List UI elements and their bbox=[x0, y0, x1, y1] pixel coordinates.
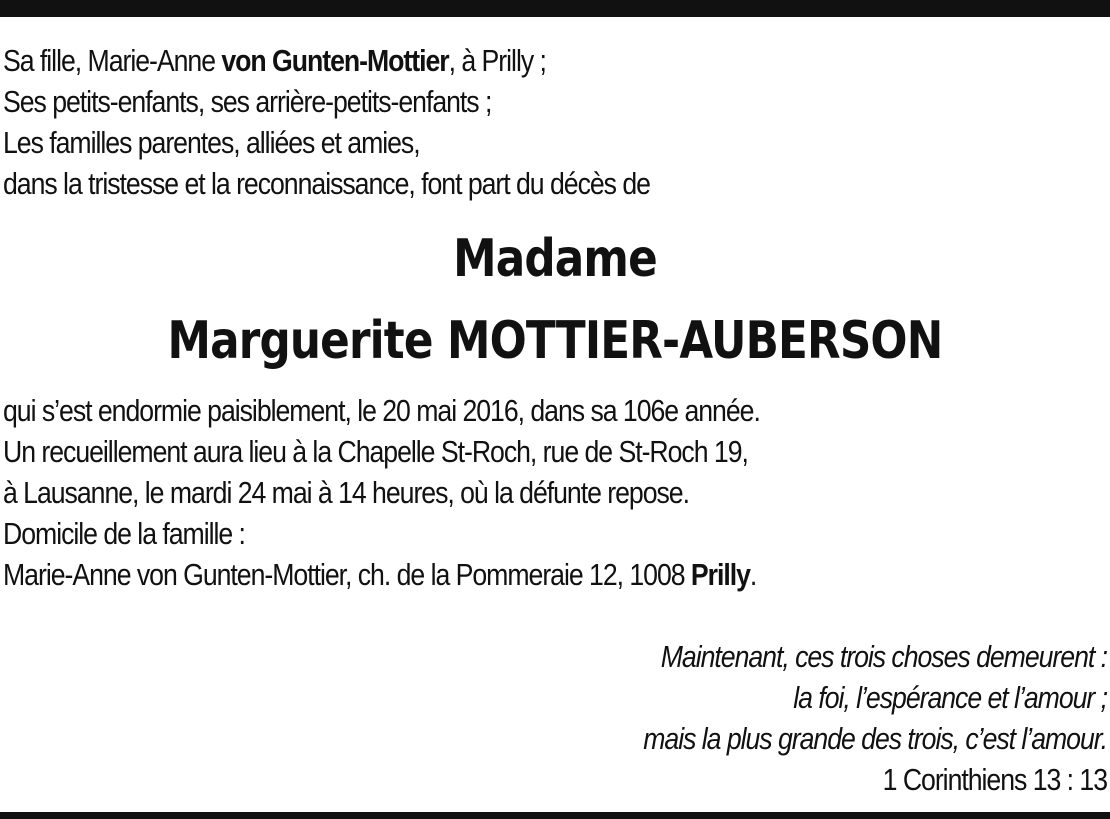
bible-verse bbox=[307, 636, 1107, 800]
daughter-surname: von Gunten-Mottier bbox=[221, 43, 449, 78]
details-line-address bbox=[3, 554, 949, 595]
intro-line-announcement: dans la tristesse et la reconnaissance, font part du décès de bbox=[3, 166, 650, 201]
intro-line-families: Les familles parentes, alliées et amies, bbox=[3, 125, 420, 160]
verse-line-2: la foi, l’espérance et l’amour ; bbox=[793, 680, 1107, 715]
intro-line-daughter bbox=[3, 40, 949, 81]
intro-block bbox=[3, 40, 1103, 204]
deceased-name-block bbox=[0, 218, 1110, 382]
bottom-rule bbox=[0, 812, 1110, 819]
intro-line-daughter-pre: Sa fille, Marie-Anne bbox=[3, 43, 222, 78]
verse-line-3: mais la plus grande des trois, c’est l’amour. bbox=[643, 721, 1107, 756]
details-line-death: qui s’est endormie paisiblement, le 20 mai 2016, dans sa 106e année. bbox=[3, 393, 760, 428]
details-block bbox=[3, 390, 1103, 595]
verse-line-1: Maintenant, ces trois choses demeurent : bbox=[660, 639, 1107, 674]
address-post: . bbox=[749, 557, 757, 592]
deceased-name: Marguerite MOTTIER-AUBERSON bbox=[167, 311, 943, 371]
intro-line-grandchildren: Ses petits-enfants, ses arrière-petits-enfants ; bbox=[3, 84, 492, 119]
details-line-ceremony: Un recueillement aura lieu à la Chapelle St-Roch, rue de St-Roch 19, bbox=[3, 434, 748, 469]
details-line-domicile-label: Domicile de la famille : bbox=[3, 516, 245, 551]
intro-line-daughter-post: , à Prilly ; bbox=[448, 43, 546, 78]
details-line-date: à Lausanne, le mardi 24 mai à 14 heures, où la défunte repose. bbox=[3, 475, 689, 510]
address-pre: Marie-Anne von Gunten-Mottier, ch. de la Pommeraie 12, 1008 bbox=[3, 557, 691, 592]
address-city: Prilly bbox=[690, 557, 750, 592]
deceased-title: Madame bbox=[453, 229, 657, 289]
top-rule bbox=[0, 0, 1110, 17]
verse-reference: 1 Corinthiens 13 : 13 bbox=[882, 762, 1107, 797]
